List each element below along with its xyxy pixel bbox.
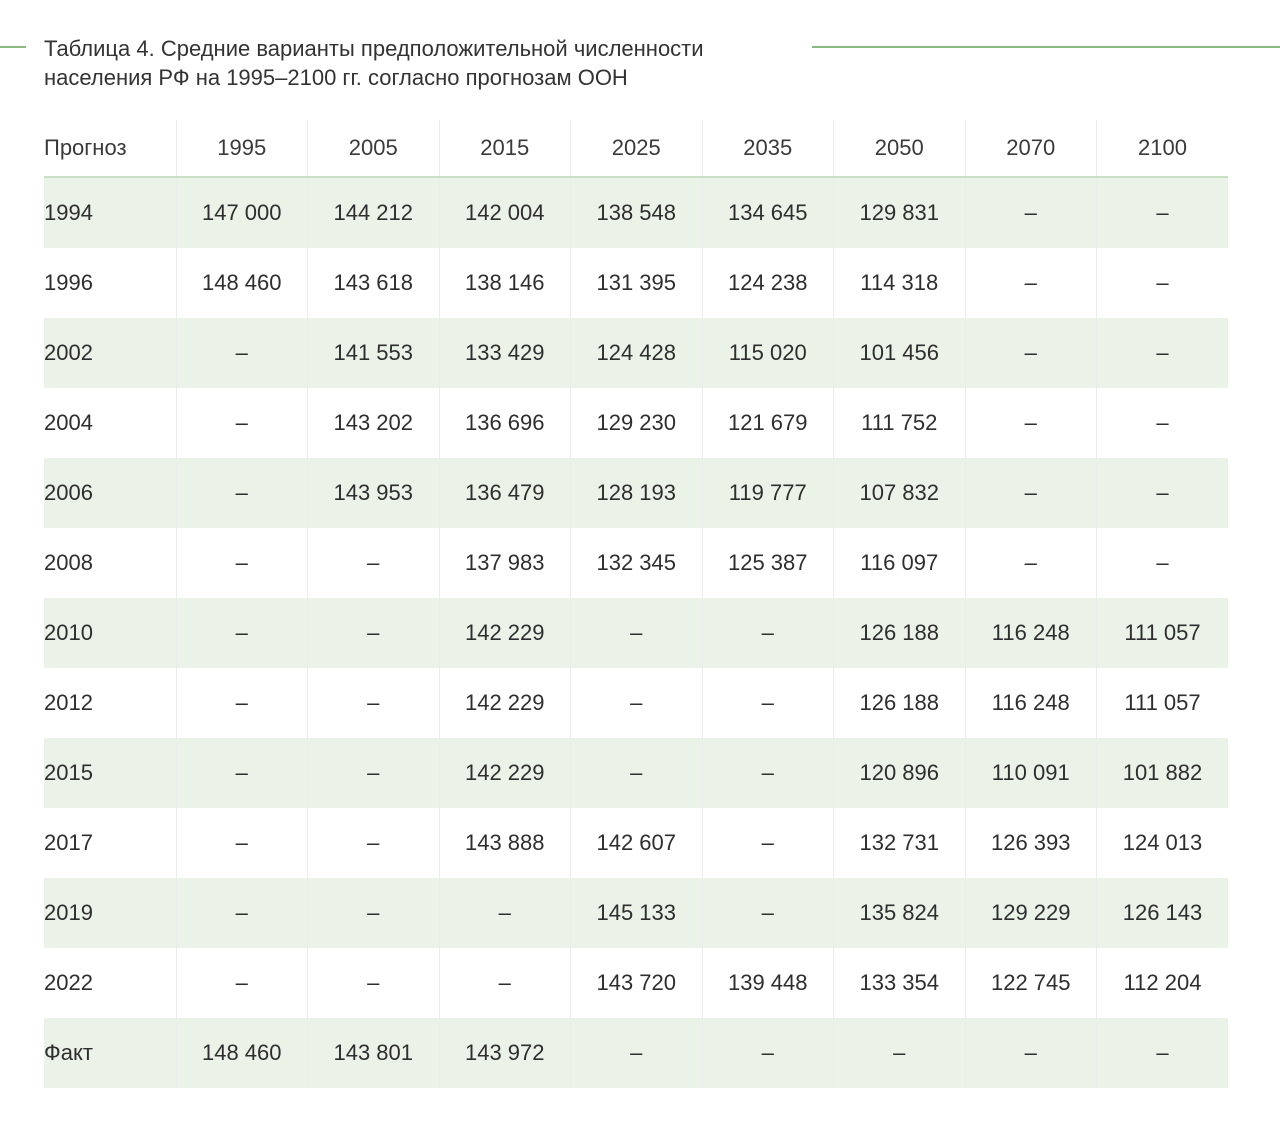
column-header-year: 2100 xyxy=(1097,120,1229,177)
table-title-line-2: населения РФ на 1995–2100 гг. согласно прогнозам ООН xyxy=(44,65,628,90)
table-cell: 125 387 xyxy=(702,528,834,598)
table-cell: 114 318 xyxy=(834,248,966,318)
row-label: 1994 xyxy=(44,177,176,248)
table-cell: – xyxy=(1097,528,1229,598)
table-cell: 111 057 xyxy=(1097,598,1229,668)
table-cell: – xyxy=(176,948,308,1018)
table-cell: 110 091 xyxy=(965,738,1097,808)
table-cell: – xyxy=(176,738,308,808)
table-cell: 142 229 xyxy=(439,738,571,808)
table-cell: – xyxy=(702,808,834,878)
table-row xyxy=(44,948,1228,1018)
table-cell: 138 146 xyxy=(439,248,571,318)
table-cell: – xyxy=(571,738,703,808)
column-header-year: 2070 xyxy=(965,120,1097,177)
table-row xyxy=(44,458,1228,528)
table-body xyxy=(44,177,1228,1088)
table-row xyxy=(44,388,1228,458)
table-cell: 111 057 xyxy=(1097,668,1229,738)
table-cell: 112 204 xyxy=(1097,948,1229,1018)
table-cell: – xyxy=(1097,1018,1229,1088)
table-header-row xyxy=(44,120,1228,177)
table-cell: 129 831 xyxy=(834,177,966,248)
table-cell: – xyxy=(1097,177,1229,248)
table-cell: – xyxy=(702,1018,834,1088)
table-cell: – xyxy=(1097,318,1229,388)
table-cell: 107 832 xyxy=(834,458,966,528)
table-cell: 148 460 xyxy=(176,1018,308,1088)
table-cell: – xyxy=(965,248,1097,318)
row-label: 2004 xyxy=(44,388,176,458)
table-cell: 148 460 xyxy=(176,248,308,318)
row-label: Факт xyxy=(44,1018,176,1088)
table-row xyxy=(44,598,1228,668)
row-label: 2015 xyxy=(44,738,176,808)
table-cell: 126 143 xyxy=(1097,878,1229,948)
table-row xyxy=(44,878,1228,948)
table-cell: – xyxy=(176,878,308,948)
table-cell: 142 607 xyxy=(571,808,703,878)
table-cell: – xyxy=(308,738,440,808)
table-cell: 121 679 xyxy=(702,388,834,458)
table-cell: – xyxy=(308,598,440,668)
table-cell: 143 618 xyxy=(308,248,440,318)
table-cell: 147 000 xyxy=(176,177,308,248)
table-row xyxy=(44,177,1228,248)
table-cell: – xyxy=(308,808,440,878)
table-cell: 137 983 xyxy=(439,528,571,598)
table-row xyxy=(44,738,1228,808)
table-cell: 134 645 xyxy=(702,177,834,248)
table-cell: 126 188 xyxy=(834,668,966,738)
table-cell: – xyxy=(702,878,834,948)
table-cell: 131 395 xyxy=(571,248,703,318)
table-cell: – xyxy=(176,808,308,878)
table-cell: – xyxy=(1097,248,1229,318)
table-cell: – xyxy=(965,318,1097,388)
title-rule-left xyxy=(0,46,26,48)
row-label: 2022 xyxy=(44,948,176,1018)
row-label: 2017 xyxy=(44,808,176,878)
table-cell: – xyxy=(308,528,440,598)
table-row xyxy=(44,528,1228,598)
table-cell: – xyxy=(308,878,440,948)
table-cell: 143 801 xyxy=(308,1018,440,1088)
table-cell: – xyxy=(702,738,834,808)
row-label: 2010 xyxy=(44,598,176,668)
column-header-year: 2035 xyxy=(702,120,834,177)
table-cell: 129 229 xyxy=(965,878,1097,948)
column-header-year: 1995 xyxy=(176,120,308,177)
table-cell: 116 097 xyxy=(834,528,966,598)
table-cell: – xyxy=(1097,388,1229,458)
table-cell: – xyxy=(176,598,308,668)
table-cell: – xyxy=(702,668,834,738)
column-header-year: 2015 xyxy=(439,120,571,177)
table-cell: – xyxy=(308,948,440,1018)
table-cell: 141 553 xyxy=(308,318,440,388)
table-cell: 120 896 xyxy=(834,738,966,808)
table-cell: 115 020 xyxy=(702,318,834,388)
table-row xyxy=(44,248,1228,318)
table-cell: 142 229 xyxy=(439,598,571,668)
table-cell: 135 824 xyxy=(834,878,966,948)
column-header-forecast: Прогноз xyxy=(44,120,176,177)
table-cell: 101 882 xyxy=(1097,738,1229,808)
table-cell: 138 548 xyxy=(571,177,703,248)
table-cell: – xyxy=(965,458,1097,528)
column-header-year: 2005 xyxy=(308,120,440,177)
table-cell: 111 752 xyxy=(834,388,966,458)
table-row xyxy=(44,808,1228,878)
table-title xyxy=(44,34,804,92)
table-cell: 139 448 xyxy=(702,948,834,1018)
table-cell: – xyxy=(176,388,308,458)
table-cell: – xyxy=(439,878,571,948)
table-cell: – xyxy=(834,1018,966,1088)
table-cell: 133 429 xyxy=(439,318,571,388)
table-cell: 116 248 xyxy=(965,598,1097,668)
table-cell: 119 777 xyxy=(702,458,834,528)
table-cell: 122 745 xyxy=(965,948,1097,1018)
column-header-year: 2025 xyxy=(571,120,703,177)
table-cell: 126 188 xyxy=(834,598,966,668)
table-cell: 124 428 xyxy=(571,318,703,388)
table-cell: 128 193 xyxy=(571,458,703,528)
table-cell: – xyxy=(176,318,308,388)
table-cell: 143 953 xyxy=(308,458,440,528)
table-cell: 143 972 xyxy=(439,1018,571,1088)
table-row xyxy=(44,318,1228,388)
table-cell: 144 212 xyxy=(308,177,440,248)
table-row xyxy=(44,1018,1228,1088)
table-cell: – xyxy=(965,528,1097,598)
title-rule-right xyxy=(812,46,1280,48)
row-label: 2002 xyxy=(44,318,176,388)
table-cell: – xyxy=(176,528,308,598)
table-cell: 143 888 xyxy=(439,808,571,878)
table-cell: – xyxy=(965,1018,1097,1088)
table-cell: 142 004 xyxy=(439,177,571,248)
table-cell: – xyxy=(571,598,703,668)
table-cell: – xyxy=(965,388,1097,458)
table-cell: – xyxy=(308,668,440,738)
table-cell: – xyxy=(176,668,308,738)
table-cell: 142 229 xyxy=(439,668,571,738)
row-label: 2019 xyxy=(44,878,176,948)
table-cell: – xyxy=(571,668,703,738)
table-row xyxy=(44,668,1228,738)
row-label: 1996 xyxy=(44,248,176,318)
table-cell: – xyxy=(702,598,834,668)
row-label: 2006 xyxy=(44,458,176,528)
table-cell: 143 202 xyxy=(308,388,440,458)
table-cell: – xyxy=(439,948,571,1018)
population-forecast-table xyxy=(44,120,1228,1088)
table-cell: 124 013 xyxy=(1097,808,1229,878)
row-label: 2012 xyxy=(44,668,176,738)
table-cell: – xyxy=(571,1018,703,1088)
table-cell: 143 720 xyxy=(571,948,703,1018)
table-cell: 136 479 xyxy=(439,458,571,528)
table-cell: 129 230 xyxy=(571,388,703,458)
table-cell: 136 696 xyxy=(439,388,571,458)
table-cell: 132 345 xyxy=(571,528,703,598)
table-cell: 133 354 xyxy=(834,948,966,1018)
row-label: 2008 xyxy=(44,528,176,598)
table-cell: 116 248 xyxy=(965,668,1097,738)
table-cell: 145 133 xyxy=(571,878,703,948)
table-cell: 124 238 xyxy=(702,248,834,318)
table-cell: 101 456 xyxy=(834,318,966,388)
table-cell: – xyxy=(1097,458,1229,528)
table-title-line-1: Таблица 4. Средние варианты предположительной численности xyxy=(44,36,704,61)
table-cell: – xyxy=(176,458,308,528)
table-cell: – xyxy=(965,177,1097,248)
table-cell: 126 393 xyxy=(965,808,1097,878)
table-cell: 132 731 xyxy=(834,808,966,878)
column-header-year: 2050 xyxy=(834,120,966,177)
